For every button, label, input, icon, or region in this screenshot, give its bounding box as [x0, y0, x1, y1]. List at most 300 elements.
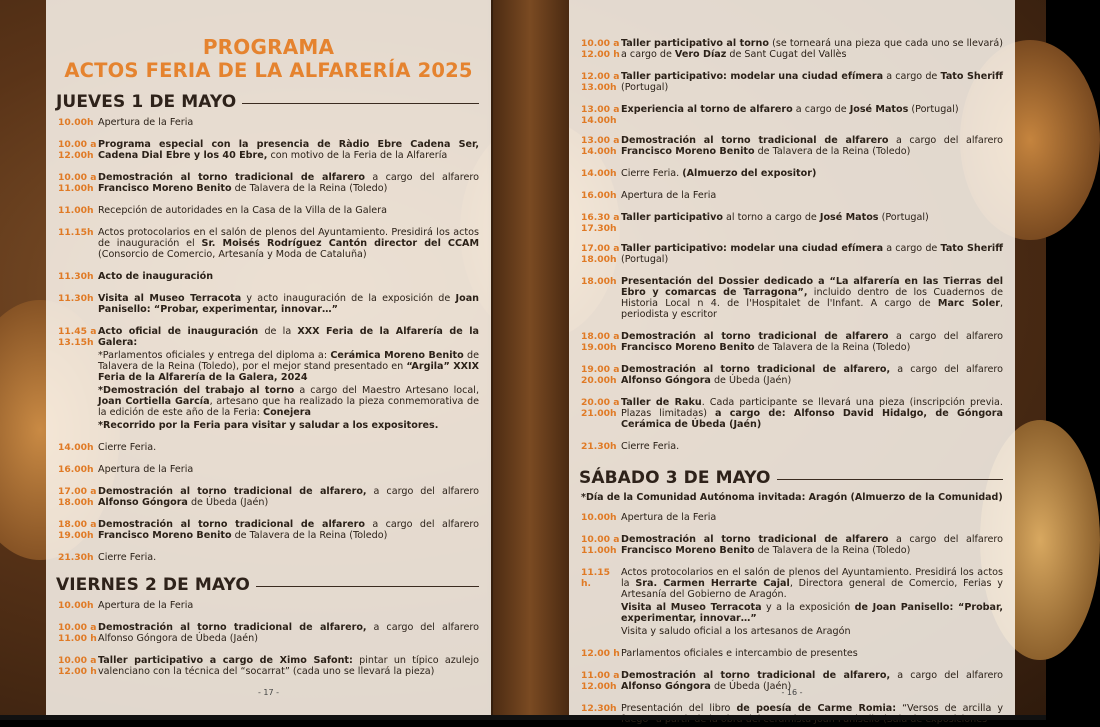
- time-line: 10.00h: [58, 117, 94, 128]
- text-run: de Talavera de la Reina (Toledo): [231, 183, 388, 194]
- schedule-entry: [58, 326, 479, 433]
- text-run: a cargo del alfarero: [888, 135, 1003, 146]
- text-run: Visita y saludo oficial a los artesanos de Aragón: [621, 626, 851, 637]
- bold-text: Programa especial con la presencia de Ràdio Ebre Cadena Ser, Cadena Dial Ebre y los 40 Ebre,: [98, 139, 479, 161]
- bold-text: José Matos: [849, 104, 909, 115]
- bold-text: Francisco Moreno Benito: [621, 342, 755, 353]
- time-line: 13.00h: [581, 82, 617, 93]
- description-paragraph: [98, 655, 479, 677]
- entry-time: [581, 364, 621, 388]
- description-paragraph: [621, 104, 1003, 115]
- entry-description: [621, 212, 1003, 234]
- text-run: . Cada participante se llevará una pieza (inscripción previa. Plazas limitadas): [621, 397, 1003, 419]
- text-run: a cargo del alfarero Alfonso Góngora de Úbeda (Jaén): [98, 622, 479, 644]
- text-run: (Consorcio de Comercio, Artesanía y Moda de Cataluña): [98, 249, 367, 260]
- description-paragraph: [621, 243, 1003, 265]
- description-paragraph: [621, 626, 1003, 637]
- text-run: , periodista y escritor: [621, 298, 1003, 320]
- schedule-entry: [58, 227, 479, 262]
- time-line: 19.00 a: [581, 364, 620, 375]
- description-paragraph: [621, 190, 1003, 201]
- entry-time: [58, 464, 98, 477]
- bold-text: Taller participativo al torno: [621, 38, 769, 49]
- time-line: 11.00 h: [58, 633, 97, 644]
- right-page-content: [569, 0, 1015, 715]
- bold-text: Demostración al torno tradicional de alfarero: [98, 519, 365, 530]
- entry-description: [621, 364, 1003, 388]
- time-line: 16.30 a: [581, 212, 620, 223]
- schedule-entry: [581, 534, 1003, 558]
- entry-time: [58, 139, 98, 163]
- bold-text: Demostración al torno tradicional de alfarero,: [621, 364, 891, 375]
- bold-text: Sra. Carmen Herrarte Cajal: [635, 578, 790, 589]
- time-line: 10.00 a: [58, 655, 97, 666]
- entry-description: [98, 655, 479, 679]
- schedule-entry: [581, 71, 1003, 95]
- bold-text: Joan Cortiella García: [98, 396, 210, 407]
- entry-description: [98, 205, 479, 218]
- description-paragraph: [98, 172, 479, 194]
- bold-text: a cargo de: Alfonso David Hidalgo, de Góngora Cerámica de Úbeda (Jaén): [621, 408, 1003, 430]
- schedule-entry: [58, 600, 479, 613]
- description-paragraph: [621, 534, 1003, 556]
- bold-text: (Almuerzo del expositor): [682, 168, 817, 179]
- description-paragraph: [98, 117, 479, 128]
- description-paragraph: [621, 135, 1003, 157]
- entry-time: [58, 293, 98, 317]
- bold-text: José Matos: [819, 212, 879, 223]
- text-run: (se torneará una pieza que cada uno se llevará) a cargo de: [621, 38, 1003, 60]
- program-title: [58, 36, 479, 82]
- text-run: de la: [258, 326, 298, 337]
- text-run: de Úbeda (Jaén): [710, 681, 792, 692]
- bold-text: Experiencia al torno de alfarero: [621, 104, 793, 115]
- description-paragraph: [98, 326, 479, 348]
- text-run: de Talavera de la Reina (Toledo): [754, 146, 911, 157]
- day-heading: [56, 575, 479, 595]
- time-line: 16.00h: [581, 190, 617, 201]
- entry-time: [581, 243, 621, 267]
- text-run: (Portugal): [878, 212, 929, 223]
- schedule-entry: [581, 104, 1003, 126]
- time-line: 19.00h: [581, 342, 617, 353]
- entry-description: [621, 104, 1003, 126]
- entry-time: [58, 622, 98, 646]
- title-line-2: ACTOS FERIA DE LA ALFARERÍA 2025: [64, 59, 473, 82]
- entry-time: [581, 104, 621, 126]
- bold-text: *Recorrido por la Feria para visitar y saludar a los expositores.: [98, 420, 439, 431]
- day-title: VIERNES 2 DE MAYO: [56, 575, 250, 595]
- text-run: Apertura de la Feria: [621, 190, 717, 201]
- schedule-entry: [58, 172, 479, 196]
- text-run: incluido dentro de los Cuadernos de Historia Local n 4. de l'Hospitalet de l'Infant. A cargo de: [621, 287, 1003, 309]
- text-run: Apertura de la Feria: [98, 600, 194, 611]
- bold-text: Taller participativo: modelar una ciudad efímera: [621, 243, 884, 254]
- schedule-entry: [58, 293, 479, 317]
- bold-text: Cerámica Moreno Benito: [330, 350, 464, 361]
- text-run: Parlamentos oficiales e intercambio de presentes: [621, 648, 858, 659]
- text-run: Actos protocolarios en el salón de plenos del Ayuntamiento. Presidirá los actos la: [621, 567, 1003, 589]
- time-line: 10.00 a: [581, 534, 620, 545]
- bold-text: Tato Sheriff: [940, 71, 1003, 82]
- text-run: de Talavera de la Reina (Toledo), por el mejor stand presentado en: [98, 350, 479, 372]
- entry-time: [581, 331, 621, 355]
- text-run: “Versos de arcilla y: [902, 703, 1003, 714]
- description-paragraph: [98, 271, 479, 282]
- time-line: 12.00 a: [581, 71, 620, 82]
- time-line: 11.00h: [58, 183, 94, 194]
- bold-text: Taller de Raku: [621, 397, 702, 408]
- time-line: 18.00 a: [581, 331, 620, 342]
- text-run: (Portugal): [621, 82, 669, 93]
- text-run: Cierre Feria.: [98, 552, 157, 563]
- time-line: 18.00h: [581, 254, 617, 265]
- entry-time: [58, 271, 98, 284]
- time-line: 14.00h: [581, 146, 617, 157]
- description-paragraph: [621, 38, 1003, 60]
- entry-time: [58, 172, 98, 196]
- time-line: 11.00h: [581, 545, 617, 556]
- description-paragraph: [98, 420, 479, 431]
- entry-time: [581, 168, 621, 181]
- time-line: 12.00h: [58, 150, 94, 161]
- description-paragraph: [621, 648, 1003, 659]
- entry-description: [621, 38, 1003, 62]
- description-paragraph: [621, 212, 1003, 223]
- schedule-entry: [581, 190, 1003, 203]
- time-line: 18.00h: [58, 497, 94, 508]
- bold-text: Acto oficial de inauguración: [98, 326, 259, 337]
- text-run: a cargo de: [792, 104, 850, 115]
- text-run: de Úbeda (Jaén): [187, 497, 269, 508]
- bold-text: Taller participativo a cargo de Ximo Safont:: [98, 655, 353, 666]
- schedule-entry: [581, 567, 1003, 639]
- entry-description: [98, 442, 479, 455]
- entry-description: [621, 441, 1003, 454]
- time-line: 18.00 a: [58, 519, 97, 530]
- description-paragraph: [98, 600, 479, 611]
- bold-text: Tato Sheriff: [940, 243, 1003, 254]
- entry-description: [621, 135, 1003, 159]
- entry-description: [98, 464, 479, 477]
- description-paragraph: [621, 364, 1003, 386]
- text-run: Apertura de la Feria: [98, 117, 194, 128]
- schedule-entry: [58, 205, 479, 218]
- time-line: 11.00h: [58, 205, 94, 216]
- schedule-entry: [581, 168, 1003, 181]
- right-entries: [581, 38, 1003, 454]
- entry-description: [98, 486, 479, 510]
- description-paragraph: [98, 519, 479, 541]
- description-paragraph: [98, 293, 479, 315]
- schedule-entry: [58, 117, 479, 130]
- schedule-entry: [581, 397, 1003, 432]
- left-page-content: [46, 0, 491, 715]
- text-run: con motivo de la Feria de la Alfarería: [267, 150, 448, 161]
- text-run: Presentación del libro: [621, 703, 737, 714]
- schedule-entry: [58, 139, 479, 163]
- text-run: de Sant Cugat del Vallès: [726, 49, 847, 60]
- entry-time: [58, 552, 98, 565]
- entry-time: [581, 212, 621, 234]
- schedule-entry: [581, 364, 1003, 388]
- time-line: 14.00h: [581, 115, 617, 126]
- bold-text: Acto de inauguración: [98, 271, 214, 282]
- description-paragraph: [98, 486, 479, 508]
- day-note: *Día de la Comunidad Autónoma invitada: Aragón (Almuerzo de la Comunidad): [581, 492, 1003, 503]
- bold-text: Visita al Museo Terracota: [621, 602, 762, 613]
- bold-text: Francisco Moreno Benito: [621, 146, 755, 157]
- description-paragraph: [98, 622, 479, 644]
- bold-text: Taller participativo: [621, 212, 723, 223]
- bold-text: Francisco Moreno Benito: [98, 530, 232, 541]
- entry-description: [98, 117, 479, 130]
- entry-time: [58, 205, 98, 218]
- entry-time: [581, 441, 621, 454]
- schedule-entry: [581, 243, 1003, 267]
- bottom-bar: [0, 715, 1046, 720]
- text-run: a cargo del alfarero: [364, 519, 479, 530]
- time-line: 19.00h: [58, 530, 94, 541]
- description-paragraph: [98, 205, 479, 216]
- schedule-entry: [58, 464, 479, 477]
- description-paragraph: [621, 71, 1003, 93]
- time-line: 11.15h: [58, 227, 94, 238]
- entry-time: [581, 512, 621, 525]
- schedule-entry: [581, 648, 1003, 661]
- schedule-entry: [581, 331, 1003, 355]
- entry-description: [621, 243, 1003, 267]
- entry-time: [581, 190, 621, 203]
- entry-time: [58, 227, 98, 262]
- entry-description: [98, 139, 479, 163]
- bold-text: Demostración al torno tradicional de alfarero,: [98, 622, 367, 633]
- entry-time: [581, 71, 621, 95]
- day-rule: [777, 479, 1003, 480]
- time-line: 20.00h: [581, 375, 617, 386]
- entry-time: [581, 38, 621, 62]
- time-line: 21.00h: [581, 408, 617, 419]
- entry-description: [621, 331, 1003, 355]
- bold-text: Demostración al torno tradicional de alfarero,: [98, 486, 367, 497]
- entry-time: [581, 648, 621, 661]
- bold-text: XXX Feria de la Alfarería de la Galera:: [98, 326, 479, 348]
- page-gutter: [491, 0, 569, 715]
- schedule-entry: [58, 442, 479, 455]
- text-run: y acto inauguración de la exposición de: [241, 293, 456, 304]
- text-run: Actos protocolarios en el salón de plenos del Ayuntamiento. Presidirá los actos de inauguración el: [98, 227, 479, 249]
- bold-text: Vero Díaz: [674, 49, 727, 60]
- entry-time: [58, 519, 98, 543]
- time-line: 10.00h: [58, 600, 94, 611]
- time-line: 20.00 a: [581, 397, 620, 408]
- time-line: 11.15 h.: [581, 567, 611, 589]
- entry-time: [581, 276, 621, 322]
- bold-text: Presentación del Dossier dedicado a “La alfarería en las Tierras del Ebro y comarcas de Tarragona”,: [621, 276, 1003, 298]
- entry-description: [621, 71, 1003, 95]
- description-paragraph: [621, 397, 1003, 430]
- schedule-entry: [581, 212, 1003, 234]
- entry-description: [98, 271, 479, 284]
- entry-description: [98, 622, 479, 646]
- time-line: 12.00 h: [58, 666, 97, 677]
- text-run: a cargo del Maestro Artesano local,: [294, 385, 480, 396]
- text-run: pintar un típico azulejo valenciano con la técnica del “socarrat” (cada uno se llevará la pieza): [98, 655, 479, 677]
- day-heading: [56, 92, 479, 112]
- schedule-entry: [581, 441, 1003, 454]
- time-line: 12.00 h: [581, 648, 620, 659]
- entry-description: [621, 648, 1003, 661]
- description-paragraph: [98, 385, 479, 418]
- description-paragraph: [621, 168, 1003, 179]
- description-paragraph: [621, 602, 1003, 624]
- time-line: 12.00h: [581, 681, 617, 692]
- time-line: 16.00h: [58, 464, 94, 475]
- day-title: JUEVES 1 DE MAYO: [56, 92, 237, 112]
- text-run: a cargo del alfarero: [888, 534, 1003, 545]
- entry-description: [98, 600, 479, 613]
- text-run: Apertura de la Feria: [98, 464, 194, 475]
- time-line: 13.00 a: [581, 104, 620, 115]
- entry-description: [621, 190, 1003, 203]
- text-run: (Portugal): [908, 104, 959, 115]
- bold-text: Demostración al torno tradicional de alfarero,: [621, 670, 891, 681]
- description-paragraph: [98, 350, 479, 383]
- description-paragraph: [621, 441, 1003, 452]
- entry-description: [621, 168, 1003, 181]
- time-line: 10.00 a: [581, 38, 620, 49]
- bold-text: “Argila” XXIX Feria de la Alfarería de la Galera, 2024: [98, 361, 479, 383]
- bold-text: Conejera: [263, 407, 311, 418]
- text-run: a cargo de: [883, 243, 941, 254]
- left-days: [58, 92, 479, 679]
- entry-description: [98, 172, 479, 196]
- day-rule: [242, 103, 479, 104]
- day-heading: [579, 468, 1003, 488]
- entry-description: [621, 276, 1003, 322]
- entry-description: [621, 567, 1003, 639]
- time-line: 18.00h: [581, 276, 617, 287]
- text-run: *Parlamentos oficiales y entrega del diploma a:: [98, 350, 331, 361]
- left-page: [46, 0, 491, 715]
- bold-text: *Demostración del trabajo al torno: [98, 385, 295, 396]
- time-line: 10.00 a: [58, 139, 97, 150]
- schedule-entry: [58, 271, 479, 284]
- bold-text: Francisco Moreno Benito: [621, 545, 755, 556]
- time-line: 13.15h: [58, 337, 94, 348]
- time-line: 21.30h: [58, 552, 94, 563]
- text-run: de Talavera de la Reina (Toledo): [231, 530, 388, 541]
- time-line: 14.00h: [581, 168, 617, 179]
- bold-text: Alfonso Góngora: [98, 497, 188, 508]
- time-line: 11.30h: [58, 293, 94, 304]
- description-paragraph: [98, 552, 479, 563]
- time-line: 12.00 h: [581, 49, 620, 60]
- entry-time: [58, 486, 98, 510]
- entry-description: [621, 512, 1003, 525]
- description-paragraph: [98, 442, 479, 453]
- time-line: 11.00 a: [581, 670, 620, 681]
- bold-text: Taller participativo: modelar una ciudad efímera: [621, 71, 884, 82]
- text-run: , Directora general de Comercio, Ferias y Artesanía del Gobierno de Aragón.: [621, 578, 1003, 600]
- bold-text: Sr. Moisés Rodríguez Cantón director del CCAM: [201, 238, 479, 249]
- text-run: a cargo de: [883, 71, 941, 82]
- bold-text: Alfonso Góngora: [621, 375, 711, 386]
- entry-description: [621, 534, 1003, 558]
- text-run: y a la exposición: [761, 602, 855, 613]
- description-paragraph: [621, 703, 1003, 725]
- page-number-right: - 16 -: [781, 688, 803, 697]
- description-paragraph: [621, 331, 1003, 353]
- entry-time: [581, 135, 621, 159]
- text-run: Cierre Feria.: [621, 441, 680, 452]
- title-line-1: PROGRAMA: [202, 35, 335, 59]
- bold-text: Demostración al torno tradicional de alfarero: [621, 534, 889, 545]
- entry-description: [98, 552, 479, 565]
- schedule-entry: [58, 519, 479, 543]
- text-run: a cargo del alfarero: [890, 670, 1004, 681]
- time-line: 11.30h: [58, 271, 94, 282]
- time-line: 14.00h: [58, 442, 94, 453]
- entry-description: [621, 397, 1003, 432]
- description-paragraph: [621, 512, 1003, 523]
- text-run: a cargo del alfarero: [890, 364, 1004, 375]
- entry-description: [98, 326, 479, 433]
- schedule-entry: [581, 135, 1003, 159]
- schedule-entry: [581, 512, 1003, 525]
- text-run: Recepción de autoridades en la Casa de la Villa de la Galera: [98, 205, 387, 216]
- day-rule: [256, 586, 479, 587]
- text-run: a cargo del alfarero: [366, 486, 479, 497]
- schedule-entry: [58, 552, 479, 565]
- schedule-entry: [58, 655, 479, 679]
- page-number-left: - 17 -: [257, 688, 280, 697]
- schedule-entry: [58, 622, 479, 646]
- description-paragraph: [621, 567, 1003, 600]
- bold-text: Joan Panisello: “Probar, experimentar, innovar…”: [98, 293, 479, 315]
- entry-time: [58, 442, 98, 455]
- time-line: 11.45 a: [58, 326, 97, 337]
- text-run: al torno a cargo de: [722, 212, 820, 223]
- entry-time: [58, 600, 98, 613]
- text-run: a cargo del alfarero: [888, 331, 1003, 342]
- bold-text: Demostración al torno tradicional de alfarero: [621, 135, 889, 146]
- text-run: , artesano que ha realizado la pieza conmemorativa de la edición de este año de la Feria:: [98, 396, 480, 418]
- entry-time: [581, 534, 621, 558]
- time-line: 17.30h: [581, 223, 617, 234]
- text-run: de Talavera de la Reina (Toledo): [754, 545, 911, 556]
- description-paragraph: [621, 276, 1003, 320]
- bold-text: Marc Soler: [937, 298, 1000, 309]
- text-run: de Úbeda (Jaén): [710, 375, 792, 386]
- description-paragraph: [98, 227, 479, 260]
- time-line: 13.00 a: [581, 135, 620, 146]
- entry-time: [58, 117, 98, 130]
- schedule-entry: [581, 276, 1003, 322]
- time-line: 10.00 a: [58, 622, 97, 633]
- time-line: 10.00h: [581, 512, 617, 523]
- text-run: (Portugal): [621, 254, 669, 265]
- entry-time: [581, 397, 621, 432]
- bold-text: Francisco Moreno Benito: [98, 183, 232, 194]
- text-run: Cierre Feria.: [621, 168, 683, 179]
- bold-text: Alfonso Góngora: [621, 681, 711, 692]
- bold-text: de poesía de Carme Romia:: [736, 703, 897, 714]
- entry-time: [581, 567, 621, 639]
- entry-description: [98, 293, 479, 317]
- entry-description: [98, 519, 479, 543]
- right-page: [569, 0, 1015, 715]
